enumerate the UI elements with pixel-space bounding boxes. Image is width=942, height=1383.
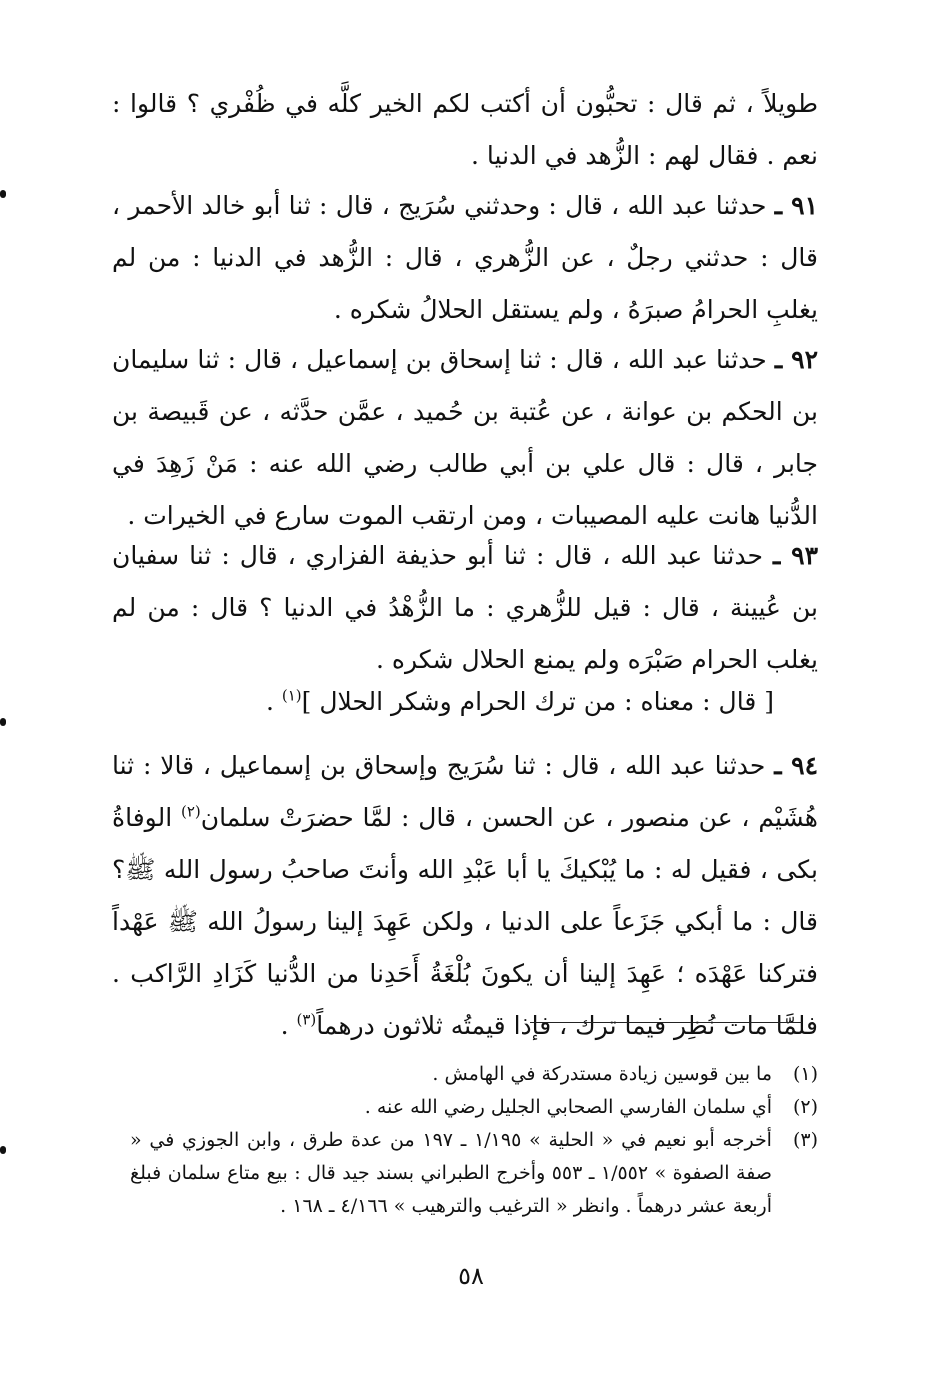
hadith-93 (112, 530, 818, 686)
footnote-ref: (٢) (180, 802, 201, 821)
hadith-92 (112, 334, 818, 542)
hadith-text: حدثنا عبد الله ، قال : ثنا سُرَيج وإسحاق بن إسماعيل ، قالا : ثنا هُشَيْم ، عن منصور ، عن الحسن ، قال : لمَّا حضرَتْ سلمان (112, 751, 818, 832)
paragraph-text: طويلاً ، ثم قال : تحبُّون أن أكتب لكم الخير كلَّه في ظُفْري ؟ قالوا : نعم . فقال لهم : الزُّهد في الدنيا . (112, 89, 818, 170)
hadith-number: ٩٤ ـ (774, 751, 818, 780)
hadith-text: الوفاةُ بكى ، فقيل له : ما يُبْكيكَ يا أبا عَبْدِ الله وأنتَ صاحبُ رسول الله ﷺ؟ قال : ما أبكي جَزَعاً على الدنيا ، ولكن عَهِدَ إلينا رسولُ الله ﷺ عَهْداً فتركنا عَهْدَه ؛ عَهِدَ إلينا أن يكونَ بُلْغَةُ أَحَدِنا من الدُّنيا كَزَادِ الرَّاكب . فلمَّا مات نُظِر فيما ترك ، فإذا قيمتُه ثلاثون درهماً (112, 803, 818, 1040)
footnote-2 (130, 1091, 818, 1124)
note-text: [ قال : معناه : من ترك الحرام وشكر الحلال ] (301, 687, 774, 716)
hadith-text: حدثنا عبد الله ، قال : ثنا أبو حذيفة الفزاري ، قال : ثنا سفيان بن عُيينة ، قال : قيل للزُّهري : ما الزُّهْدُ في الدنيا ؟ قال : من لم يغلب الحرام صَبْرَه ولم يمنع الحلال شكره . (112, 541, 818, 674)
scan-mark (0, 1146, 6, 1154)
footnote-marker: (٢) (792, 1096, 818, 1118)
footnotes (130, 1058, 818, 1223)
hadith-93-note (112, 676, 818, 728)
scan-mark (0, 190, 6, 198)
scan-mark (0, 718, 6, 726)
footnote-text: ما بين قوسين زيادة مستدركة في الهامش . (432, 1063, 772, 1085)
footnote-3 (130, 1124, 818, 1223)
hadith-number: ٩٣ ـ (773, 541, 818, 570)
footnote-text: أي سلمان الفارسي الصحابي الجليل رضي الله عنه . (364, 1096, 772, 1118)
hadith-number: ٩٢ ـ (774, 345, 818, 374)
paragraph-continuation (112, 78, 818, 182)
hadith-94 (112, 740, 818, 1052)
page-number: ٥٨ (458, 1262, 484, 1290)
footnote-1 (130, 1058, 818, 1091)
footnote-separator (530, 1022, 802, 1023)
footnote-ref: (٣) (296, 1010, 317, 1029)
footnote-marker: (٣) (792, 1129, 818, 1151)
hadith-text: حدثنا عبد الله ، قال : ثنا إسحاق بن إسماعيل ، قال : ثنا سليمان بن الحكم بن عوانة ، عن عُتبة بن حُميد ، عمَّن حدَّثه ، عن قَبيصة بن جابر ، قال : قال علي بن أبي طالب رضي الله عنه : مَنْ زَهِدَ في الدُّنيا هانت عليه المصيبات ، ومن ارتقب الموت سارع في الخيرات . (112, 345, 818, 530)
hadith-text: حدثنا عبد الله ، قال : وحدثني سُرَيج ، قال : ثنا أبو خالد الأحمر ، قال : حدثني رجلٌ ، عن الزُّهري ، قال : الزُّهد في الدنيا : من لم يغلبِ الحرامُ صبرَهُ ، ولم يستقل الحلالُ شكره . (112, 191, 818, 324)
hadith-number: ٩١ ـ (774, 191, 819, 220)
note-end: . (265, 687, 282, 716)
hadith-91 (112, 180, 818, 336)
footnote-text: أخرجه أبو نعيم في « الحلية » ١/١٩٥ ـ ١٩٧ من عدة طرق ، وابن الجوزي في « صفة الصفوة » ١/٥٥٢ ـ ٥٥٣ وأخرج الطبراني بسند جيد قال : بيع متاع سلمان فبلغ أربعة عشر درهماً . وانظر « الترغيب والترهيب » ٤/١٦٦ ـ ١٦٨ . (130, 1129, 772, 1217)
footnote-marker: (١) (792, 1063, 818, 1085)
hadith-end: . (280, 1011, 297, 1040)
footnote-ref: (١) (281, 686, 302, 705)
